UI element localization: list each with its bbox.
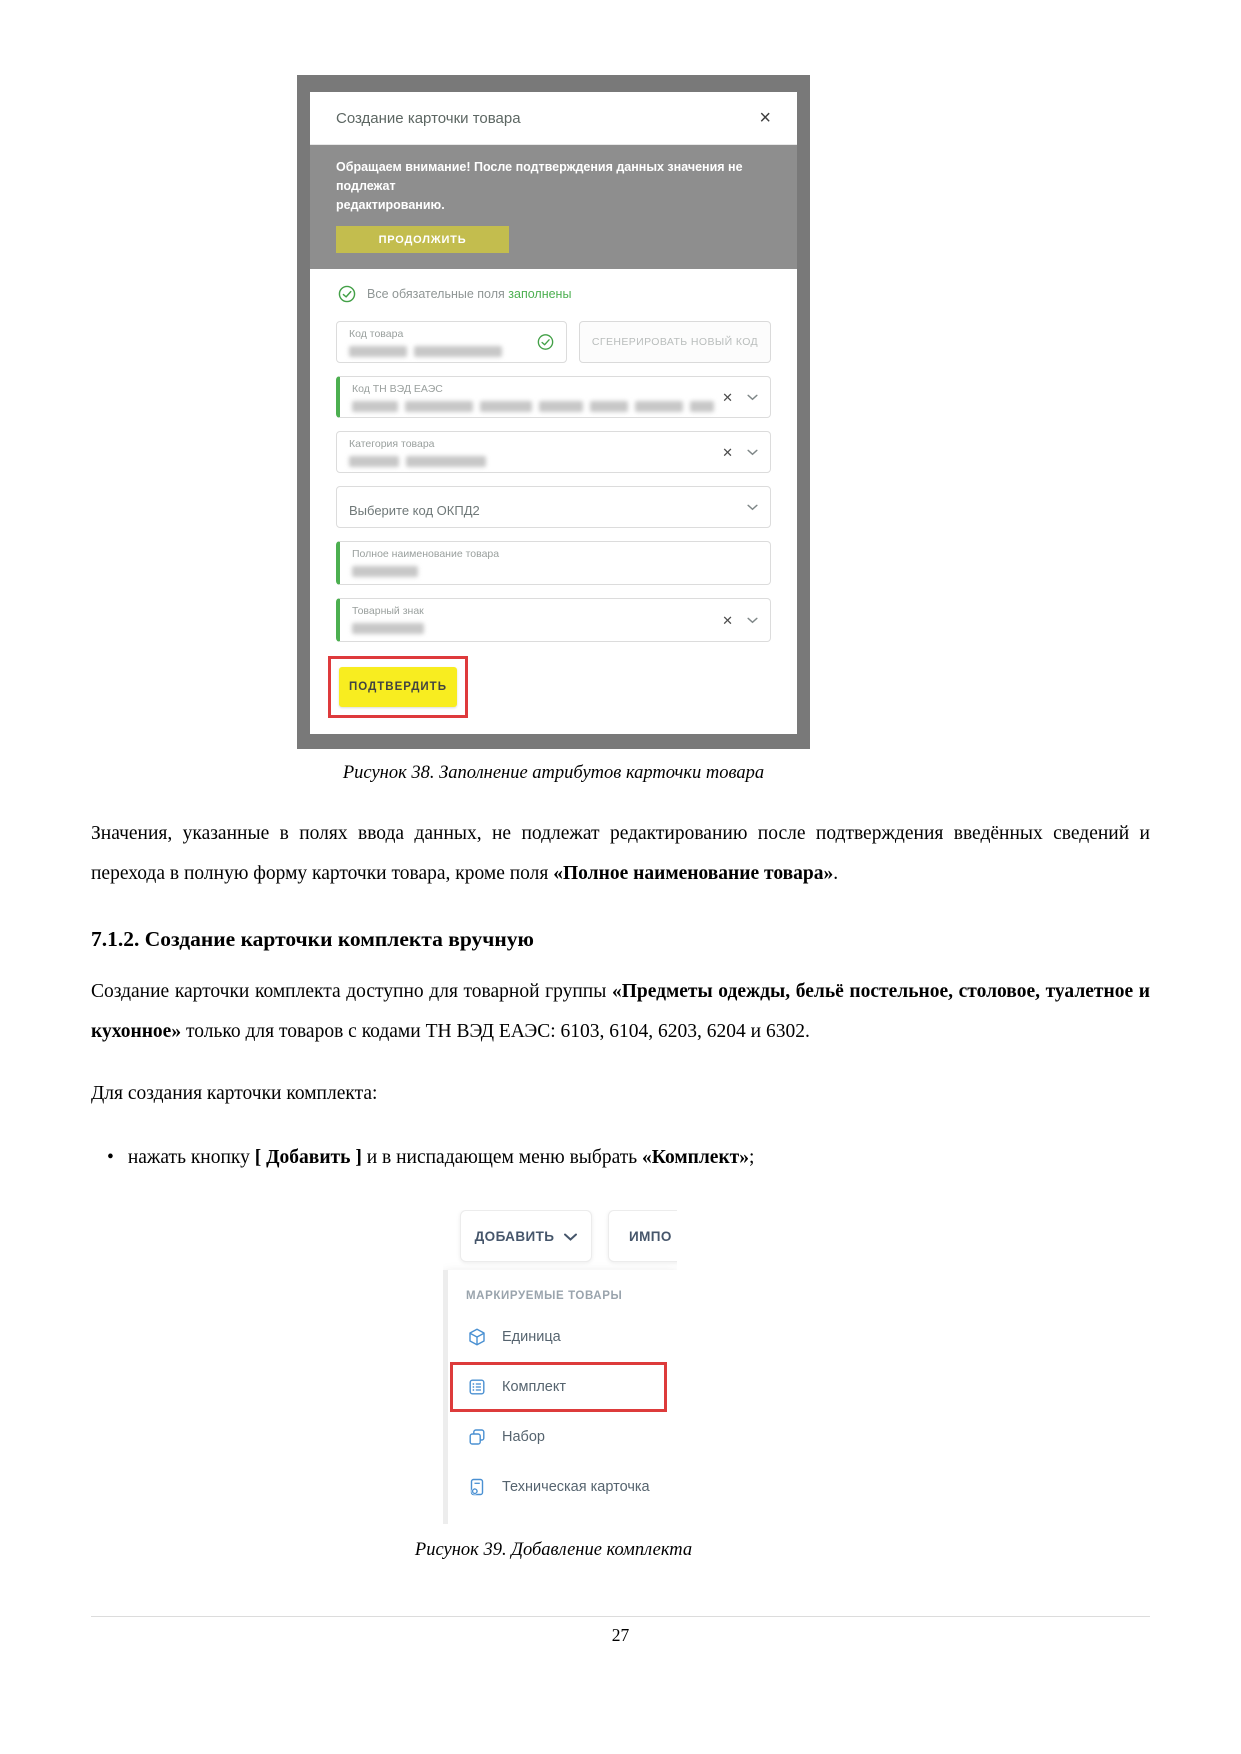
modal-body [310, 269, 797, 734]
modal-title: Создание карточки товара [336, 109, 521, 127]
chevron-down-icon[interactable] [747, 498, 758, 516]
paragraph-editing-note: Значения, указанные в полях ввода данных, не подлежат редактированию после подтверждения введённых сведений и перехода в полную форму карточки товара, кроме поля «Полное наименование товара». [91, 823, 1150, 885]
list-icon [467, 1377, 487, 1397]
modal-header [310, 92, 797, 145]
menu-item-unit[interactable] [443, 1312, 677, 1362]
tnved-code-field[interactable] [336, 376, 771, 418]
redacted-value [352, 401, 758, 419]
menu-item-label: Набор [502, 1429, 545, 1446]
warning-line-2: редактированию. [336, 197, 445, 212]
add-button-label: ДОБАВИТЬ [474, 1228, 555, 1244]
clear-icon[interactable]: ✕ [722, 389, 733, 405]
required-fields-text [367, 287, 571, 301]
bullet-marker: • [107, 1147, 114, 1169]
section-heading: 7.1.2. Создание карточки комплекта вручную [91, 927, 534, 952]
warning-text [336, 158, 771, 214]
doc-gear-icon [467, 1477, 487, 1497]
add-dropdown-menu [443, 1270, 677, 1524]
confirm-button[interactable]: ПОДТВЕРДИТЬ [339, 667, 457, 707]
chevron-down-icon [564, 1229, 577, 1244]
paragraph-komplekt-availability: Создание карточки комплекта доступно для товарной группы «Предметы одежды, бельё постельное, столовое, туалетное и кухонное» только для товаров с кодами ТН ВЭД ЕАЭС: 6103, 6104, 6203, 6204 и 6302. [91, 981, 1150, 1043]
okpd2-select[interactable] [336, 486, 771, 528]
figure-39-caption: Рисунок 39. Добавление комплекта [414, 1540, 693, 1561]
import-button[interactable] [608, 1210, 677, 1262]
trademark-label: Товарный знак [352, 605, 424, 618]
warning-banner [310, 145, 797, 269]
redacted-value [352, 566, 758, 584]
close-icon[interactable]: × [759, 107, 771, 129]
clear-icon[interactable]: ✕ [722, 612, 733, 628]
category-field[interactable] [336, 431, 771, 473]
menu-item-tech-card[interactable] [443, 1462, 677, 1512]
full-name-field[interactable] [336, 541, 771, 585]
toolbar [443, 1210, 677, 1264]
chevron-down-icon[interactable] [747, 388, 758, 406]
redacted-value [349, 346, 554, 364]
tnved-code-label: Код ТН ВЭД ЕАЭС [352, 383, 443, 396]
product-code-field[interactable] [336, 321, 567, 363]
import-button-label: ИМПО [629, 1228, 672, 1244]
chevron-down-icon[interactable] [747, 443, 758, 461]
category-label: Категория товара [349, 438, 435, 451]
page-number: 27 [611, 1625, 630, 1646]
copy-icon [467, 1427, 487, 1447]
required-fields-prefix: Все обязательные поля [367, 287, 505, 302]
figure-38-caption: Рисунок 38. Заполнение атрибутов карточки товара [342, 763, 765, 784]
menu-item-label: Единица [502, 1329, 561, 1346]
okpd2-placeholder: Выберите код ОКПД2 [349, 502, 480, 518]
cube-icon [467, 1327, 487, 1347]
highlight-box-confirm [328, 656, 468, 718]
product-card-modal [310, 92, 797, 734]
menu-item-nabor[interactable] [443, 1412, 677, 1462]
chevron-down-icon[interactable] [747, 611, 758, 629]
check-circle-icon [338, 285, 356, 303]
warning-line-1: Обращаем внимание! После подтверждения данных значения не подлежат [336, 160, 743, 193]
bullet-text: нажать кнопку [ Добавить ] и в ниспадающем меню выбрать «Комплект»; [127, 1147, 755, 1169]
footer-divider [91, 1616, 1150, 1617]
full-name-label: Полное наименование товара [352, 548, 500, 561]
menu-section-header: МАРКИРУЕМЫЕ ТОВАРЫ [466, 1290, 623, 1303]
menu-item-label: Комплект [502, 1379, 567, 1396]
add-button[interactable] [460, 1210, 592, 1262]
continue-button[interactable]: ПРОДОЛЖИТЬ [336, 226, 509, 253]
required-fields-highlight: заполнены [508, 287, 572, 302]
menu-item-komplekt[interactable] [450, 1362, 667, 1412]
product-code-label: Код товара [349, 328, 404, 341]
menu-item-label: Техническая карточка [502, 1479, 650, 1496]
required-fields-status [338, 285, 771, 303]
redacted-value [349, 456, 758, 474]
bullet-item [107, 1138, 1150, 1178]
paragraph-komplekt-intro: Для создания карточки комплекта: [91, 1083, 378, 1105]
redacted-value [352, 623, 758, 641]
field-valid-icon [537, 334, 554, 351]
generate-code-button[interactable]: СГЕНЕРИРОВАТЬ НОВЫЙ КОД [579, 321, 771, 363]
clear-icon[interactable]: ✕ [722, 444, 733, 460]
figure-38-screenshot [297, 75, 810, 749]
trademark-field[interactable] [336, 598, 771, 642]
figure-39-screenshot [443, 1210, 677, 1524]
